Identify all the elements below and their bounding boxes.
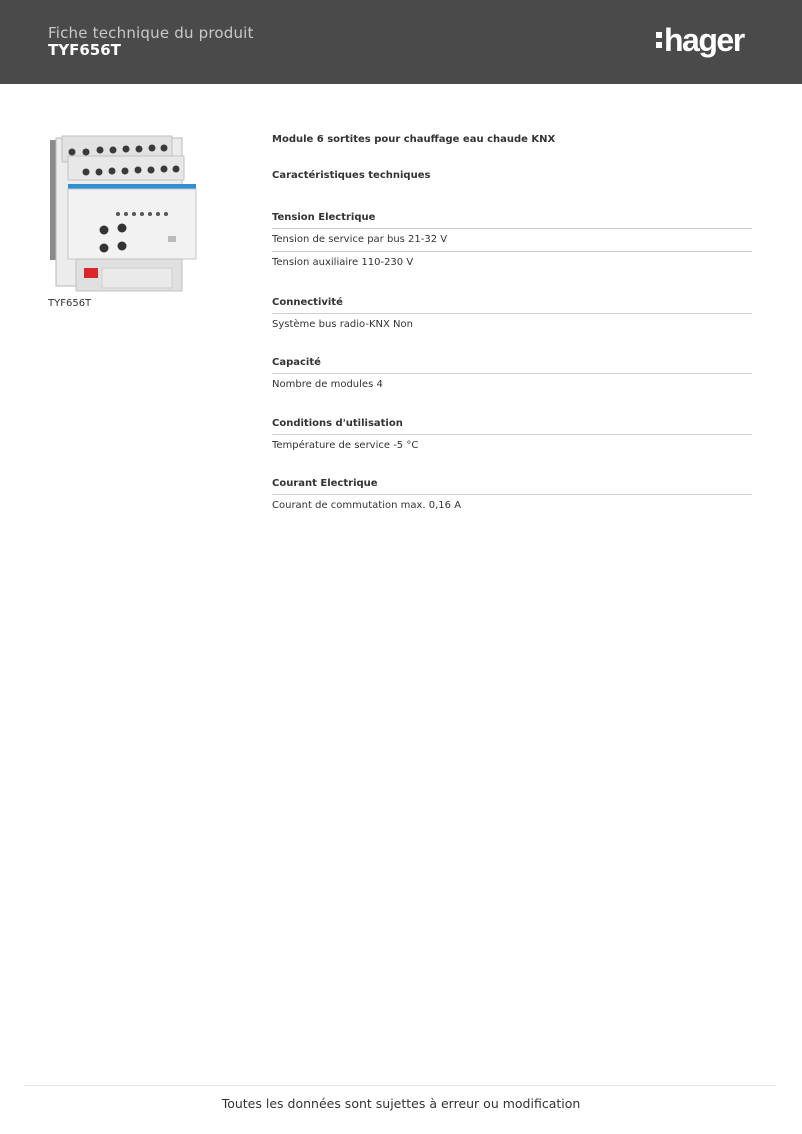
specs-heading: Caractéristiques techniques <box>272 170 431 181</box>
spec-row: Tension de service par bus 21-32 V <box>272 229 752 252</box>
spec-row: Système bus radio-KNX Non <box>272 319 413 330</box>
footer-divider <box>24 1085 776 1086</box>
spec-row: Température de service -5 °C <box>272 440 419 451</box>
page-header <box>0 0 802 84</box>
logo-colon-icon <box>656 32 663 52</box>
footer-disclaimer: Toutes les données sont sujettes à erreur ou modification <box>221 1096 581 1111</box>
section-title: Tension Electrique <box>272 211 752 229</box>
section-title: Courant Electrique <box>272 477 752 495</box>
section-connectivite <box>272 296 752 336</box>
spec-row: Courant de commutation max. 0,16 A <box>272 500 462 511</box>
header-title: Fiche technique du produit <box>48 24 254 42</box>
spec-row: Tension auxiliaire 110-230 V <box>272 257 414 268</box>
product-caption: TYF656T <box>48 298 92 309</box>
knx-module-product-image <box>46 128 202 294</box>
product-title: Module 6 sortites pour chauffage eau chaude KNX <box>272 134 556 145</box>
section-conditions-utilisation <box>272 417 752 457</box>
header-product-code: TYF656T <box>48 41 121 59</box>
section-title: Capacité <box>272 356 752 374</box>
section-courant-electrique <box>272 477 752 517</box>
section-capacite <box>272 356 752 396</box>
hager-logo <box>656 22 756 62</box>
logo-text: hager <box>664 22 744 58</box>
section-title: Conditions d'utilisation <box>272 417 752 435</box>
section-title: Connectivité <box>272 296 752 314</box>
spec-row: Nombre de modules 4 <box>272 379 383 390</box>
section-tension-electrique <box>272 211 752 274</box>
